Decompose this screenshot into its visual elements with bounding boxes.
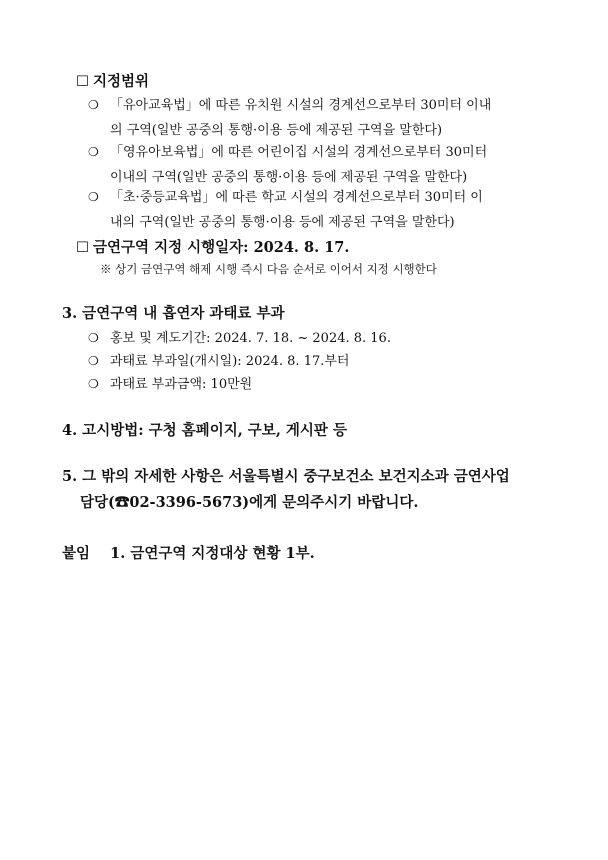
section3-item-3: ❍ 과태료 부과금액: 10만원 — [88, 377, 253, 392]
attachment-label: 붙임 — [62, 545, 91, 562]
checkbox-square-icon: ☐ — [76, 74, 89, 90]
section3-item-1: ❍ 홍보 및 계도기간: 2024. 7. 18. ~ 2024. 8. 16. — [88, 331, 391, 346]
section5-line1: 5. 그 밖의 자세한 사항은 서울특별시 중구보건소 보건지소과 금연사업 — [62, 468, 510, 485]
attachment-text: 1. 금연구역 지정대상 현황 1부. — [110, 545, 315, 562]
section3-title: 3. 금연구역 내 흡연자 과태료 부과 — [62, 305, 285, 322]
section5-line2: 담당(☎02-3396-5673)에게 문의주시기 바랍니다. — [80, 494, 419, 511]
circle-bullet-icon: ❍ — [88, 98, 99, 112]
scope-heading — [76, 70, 149, 91]
scope-title: 지정범위 — [93, 73, 150, 90]
checkbox-square-icon: ☐ — [76, 240, 89, 256]
scope-item-2-line2: 이내의 구역(일반 공중의 통행·이용 등에 제공된 구역을 말한다) — [110, 170, 468, 185]
circle-bullet-icon: ❍ — [88, 145, 99, 159]
circle-bullet-icon: ❍ — [88, 190, 99, 204]
attachment — [62, 542, 315, 563]
circle-bullet-icon: ❍ — [88, 354, 99, 368]
scope-item-1 — [88, 96, 491, 115]
scope-item-3 — [88, 188, 483, 207]
scope-item-1-line1: 「유아교육법」에 따른 유치원 시설의 경계선으로부터 30미터 이내 — [110, 98, 492, 113]
scope-item-3-line2: 내의 구역(일반 공중의 통행·이용 등에 제공된 구역을 말한다) — [110, 215, 455, 230]
effective-note: ※ 상기 금연구역 해제 시행 즉시 다음 순서로 이어서 지정 시행한다 — [100, 262, 437, 276]
section4-title: 4. 고시방법: 구청 홈페이지, 구보, 게시판 등 — [62, 422, 347, 439]
scope-item-3-line1: 「초·중등교육법」에 따른 학교 시설의 경계선으로부터 30미터 이 — [110, 190, 483, 205]
scope-item-2 — [88, 143, 487, 162]
circle-bullet-icon: ❍ — [88, 377, 99, 391]
scope-item-1-line2: 의 구역(일반 공중의 통행·이용 등에 제공된 구역을 말한다) — [110, 123, 443, 138]
effective-heading — [76, 236, 349, 257]
scope-item-2-line1: 「영유아보육법」에 따른 어린이집 시설의 경계선으로부터 30미터 — [110, 145, 488, 160]
circle-bullet-icon: ❍ — [88, 331, 99, 345]
section3-item-2: ❍ 과태료 부과일(개시일): 2024. 8. 17.부터 — [88, 354, 350, 369]
effective-title: 금연구역 지정 시행일자: 2024. 8. 17. — [93, 239, 350, 256]
